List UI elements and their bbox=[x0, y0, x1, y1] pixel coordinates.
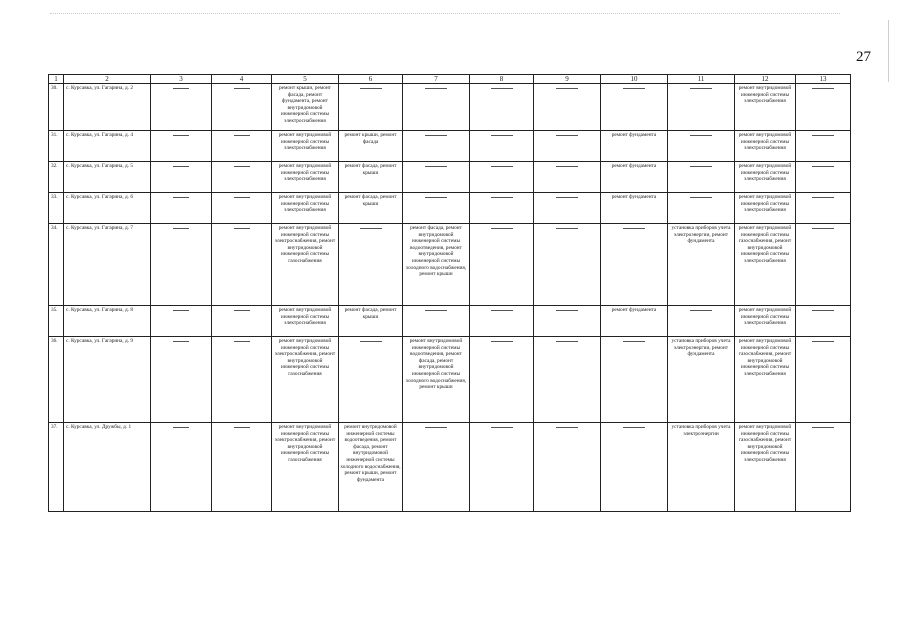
table-row bbox=[49, 162, 851, 193]
column-header: 6 bbox=[339, 75, 403, 84]
dash-mark bbox=[556, 88, 578, 89]
dash-mark bbox=[690, 88, 712, 89]
dash-mark bbox=[234, 310, 250, 311]
dash-mark bbox=[812, 427, 834, 428]
dash-mark bbox=[173, 135, 189, 136]
empty-cell bbox=[534, 224, 601, 306]
table-row bbox=[49, 337, 851, 423]
dash-mark bbox=[690, 166, 712, 167]
column-header: 2 bbox=[64, 75, 151, 84]
dash-mark bbox=[556, 228, 578, 229]
dash-mark bbox=[234, 135, 250, 136]
dash-mark bbox=[491, 228, 513, 229]
empty-cell bbox=[403, 306, 470, 337]
table-row bbox=[49, 306, 851, 337]
repair-works-cell: ремонт внутридомовой инженерной системы электроснабжения bbox=[272, 193, 339, 224]
repair-works-cell: установка приборов учета электроэнергии, ремонт фундамента bbox=[668, 337, 735, 423]
page-number: 27 bbox=[856, 49, 871, 65]
dash-mark bbox=[234, 228, 250, 229]
dash-mark bbox=[425, 135, 447, 136]
repair-works-cell: ремонт фундамента bbox=[601, 131, 668, 162]
empty-cell bbox=[212, 131, 272, 162]
dash-mark bbox=[360, 228, 382, 229]
repair-works-cell: ремонт внутридомовой инженерной системы электроснабжения, ремонт внутридомовой инженерной системы газоснабжения bbox=[272, 423, 339, 512]
building-address: с. Курсавка, ул. Гагарина, д. 8 bbox=[64, 306, 151, 337]
dash-mark bbox=[556, 166, 578, 167]
repair-works-cell: ремонт фундамента bbox=[601, 162, 668, 193]
empty-cell bbox=[534, 162, 601, 193]
column-header: 4 bbox=[212, 75, 272, 84]
empty-cell bbox=[212, 84, 272, 131]
column-header: 8 bbox=[470, 75, 534, 84]
empty-cell bbox=[534, 193, 601, 224]
empty-cell bbox=[601, 337, 668, 423]
dash-mark bbox=[556, 310, 578, 311]
repair-works-cell: ремонт фундамента bbox=[601, 193, 668, 224]
empty-cell bbox=[151, 131, 212, 162]
repair-works-cell: ремонт внутридомовой инженерной системы газоснабжения, ремонт внутридомовой инженерной системы электроснабжения bbox=[735, 423, 796, 512]
empty-cell bbox=[796, 162, 851, 193]
repair-works-cell: ремонт фасада, ремонт крыши bbox=[339, 162, 403, 193]
column-header: 9 bbox=[534, 75, 601, 84]
repair-works-cell: установка приборов учета электроэнергии, ремонт фундамента bbox=[668, 224, 735, 306]
empty-cell bbox=[534, 131, 601, 162]
empty-cell bbox=[668, 131, 735, 162]
dash-mark bbox=[690, 310, 712, 311]
repair-works-cell: ремонт фасада, ремонт крыши bbox=[339, 306, 403, 337]
empty-cell bbox=[403, 423, 470, 512]
dash-mark bbox=[173, 166, 189, 167]
empty-cell bbox=[339, 224, 403, 306]
column-header: 10 bbox=[601, 75, 668, 84]
table-row bbox=[49, 193, 851, 224]
dash-mark bbox=[173, 427, 189, 428]
dash-mark bbox=[812, 135, 834, 136]
row-number: 30. bbox=[49, 84, 64, 131]
empty-cell bbox=[601, 84, 668, 131]
repair-works-cell: установка приборов учета электроэнергии bbox=[668, 423, 735, 512]
building-address: с. Курсавка, ул. Гагарина, д. 2 bbox=[64, 84, 151, 131]
table-body bbox=[49, 84, 851, 512]
row-number: 36. bbox=[49, 337, 64, 423]
dash-mark bbox=[491, 197, 513, 198]
column-number-row bbox=[49, 75, 851, 84]
empty-cell bbox=[403, 162, 470, 193]
row-number: 31. bbox=[49, 131, 64, 162]
dash-mark bbox=[623, 228, 645, 229]
dash-mark bbox=[173, 341, 189, 342]
empty-cell bbox=[668, 84, 735, 131]
building-address: с. Курсавка, ул. Гагарина, д. 7 bbox=[64, 224, 151, 306]
empty-cell bbox=[601, 423, 668, 512]
repair-works-cell: ремонт внутридомовой инженерной системы электроснабжения bbox=[735, 306, 796, 337]
column-header: 12 bbox=[735, 75, 796, 84]
empty-cell bbox=[212, 423, 272, 512]
row-number: 35. bbox=[49, 306, 64, 337]
repair-works-cell: ремонт фасада, ремонт внутридомовой инженерной системы водоотведения, ремонт внутридомовой инженерной системы холодного водоснабжения, ремонт крыши bbox=[403, 224, 470, 306]
empty-cell bbox=[212, 193, 272, 224]
dash-mark bbox=[234, 341, 250, 342]
empty-cell bbox=[339, 84, 403, 131]
empty-cell bbox=[796, 224, 851, 306]
dash-mark bbox=[690, 197, 712, 198]
dash-mark bbox=[491, 135, 513, 136]
empty-cell bbox=[534, 306, 601, 337]
dash-mark bbox=[491, 427, 513, 428]
dash-mark bbox=[623, 427, 645, 428]
empty-cell bbox=[151, 224, 212, 306]
empty-cell bbox=[470, 306, 534, 337]
dash-mark bbox=[812, 197, 834, 198]
building-address: с. Курсавка, ул. Гагарина, д. 6 bbox=[64, 193, 151, 224]
row-number: 34. bbox=[49, 224, 64, 306]
repair-works-cell: ремонт внутридомовой инженерной системы электроснабжения bbox=[272, 131, 339, 162]
dash-mark bbox=[812, 88, 834, 89]
empty-cell bbox=[470, 193, 534, 224]
empty-cell bbox=[403, 84, 470, 131]
scan-header-noise bbox=[50, 13, 840, 20]
empty-cell bbox=[470, 84, 534, 131]
repair-works-cell: ремонт внутридомовой инженерной системы электроснабжения bbox=[735, 193, 796, 224]
dash-mark bbox=[425, 310, 447, 311]
dash-mark bbox=[234, 88, 250, 89]
empty-cell bbox=[534, 423, 601, 512]
empty-cell bbox=[470, 131, 534, 162]
table-row bbox=[49, 84, 851, 131]
empty-cell bbox=[534, 84, 601, 131]
dash-mark bbox=[556, 135, 578, 136]
empty-cell bbox=[470, 224, 534, 306]
dash-mark bbox=[234, 197, 250, 198]
repair-works-cell: ремонт фундамента bbox=[601, 306, 668, 337]
repair-works-cell: ремонт внутридомовой инженерной системы электроснабжения bbox=[735, 84, 796, 131]
empty-cell bbox=[151, 337, 212, 423]
dash-mark bbox=[491, 88, 513, 89]
column-header: 1 bbox=[49, 75, 64, 84]
empty-cell bbox=[796, 337, 851, 423]
dash-mark bbox=[360, 88, 382, 89]
table-row bbox=[49, 224, 851, 306]
empty-cell bbox=[151, 193, 212, 224]
empty-cell bbox=[403, 193, 470, 224]
table-row bbox=[49, 423, 851, 512]
repair-works-cell: ремонт внутридомовой инженерной системы электроснабжения bbox=[735, 162, 796, 193]
building-address: с. Курсавка, ул. Гагарина, д. 4 bbox=[64, 131, 151, 162]
dash-mark bbox=[425, 166, 447, 167]
empty-cell bbox=[534, 337, 601, 423]
repair-works-cell: ремонт внутридомовой инженерной системы газоснабжения, ремонт внутридомовой инженерной системы электроснабжения bbox=[735, 337, 796, 423]
empty-cell bbox=[668, 306, 735, 337]
dash-mark bbox=[690, 135, 712, 136]
empty-cell bbox=[151, 84, 212, 131]
empty-cell bbox=[470, 337, 534, 423]
dash-mark bbox=[812, 228, 834, 229]
dash-mark bbox=[234, 427, 250, 428]
empty-cell bbox=[470, 423, 534, 512]
repair-works-cell: ремонт крыши, ремонт фасада bbox=[339, 131, 403, 162]
dash-mark bbox=[556, 341, 578, 342]
column-header: 13 bbox=[796, 75, 851, 84]
empty-cell bbox=[668, 162, 735, 193]
dash-mark bbox=[173, 228, 189, 229]
row-number: 32. bbox=[49, 162, 64, 193]
dash-mark bbox=[623, 88, 645, 89]
column-header: 7 bbox=[403, 75, 470, 84]
empty-cell bbox=[796, 193, 851, 224]
empty-cell bbox=[796, 306, 851, 337]
dash-mark bbox=[491, 166, 513, 167]
empty-cell bbox=[212, 162, 272, 193]
empty-cell bbox=[796, 423, 851, 512]
empty-cell bbox=[339, 337, 403, 423]
repair-works-cell: ремонт крыши, ремонт фасада, ремонт фундамента, ремонт внутридомовой инженерной системы электроснабжения bbox=[272, 84, 339, 131]
repair-works-cell: ремонт внутридомовой инженерной системы электроснабжения bbox=[272, 306, 339, 337]
row-number: 33. bbox=[49, 193, 64, 224]
building-address: с. Курсавка, ул. Гагарина, д. 9 bbox=[64, 337, 151, 423]
empty-cell bbox=[151, 423, 212, 512]
empty-cell bbox=[403, 131, 470, 162]
scan-edge-mark bbox=[888, 20, 889, 82]
repair-works-cell: ремонт внутридомовой инженерной системы водоотведения, ремонт фасада, ремонт внутридомовой инженерной системы холодного водоснабжения, ремонт крыши bbox=[403, 337, 470, 423]
dash-mark bbox=[812, 341, 834, 342]
dash-mark bbox=[812, 166, 834, 167]
repair-works-cell: ремонт внутридомовой инженерной системы электроснабжения, ремонт внутридомовой инженерной системы газоснабжения bbox=[272, 224, 339, 306]
building-address: с. Курсавка, ул. Гагарина, д. 5 bbox=[64, 162, 151, 193]
dash-mark bbox=[425, 197, 447, 198]
building-address: с. Курсавка, ул. Дружбы, д. 1 bbox=[64, 423, 151, 512]
dash-mark bbox=[425, 427, 447, 428]
column-header: 3 bbox=[151, 75, 212, 84]
dash-mark bbox=[425, 88, 447, 89]
repair-works-cell: ремонт внутридомовой инженерной системы газоснабжения, ремонт внутридомовой инженерной системы электроснабжения bbox=[735, 224, 796, 306]
repair-schedule-table bbox=[48, 74, 851, 512]
dash-mark bbox=[556, 197, 578, 198]
repair-works-cell: ремонт фасада, ремонт крыши bbox=[339, 193, 403, 224]
empty-cell bbox=[470, 162, 534, 193]
dash-mark bbox=[812, 310, 834, 311]
empty-cell bbox=[601, 224, 668, 306]
repair-works-cell: ремонт внутридомовой инженерной системы водоотведения, ремонт фасада, ремонт внутридомовой инженерной системы холодного водоснабжения, ремонт крыши, ремонт фундамента bbox=[339, 423, 403, 512]
dash-mark bbox=[173, 197, 189, 198]
dash-mark bbox=[623, 341, 645, 342]
empty-cell bbox=[151, 162, 212, 193]
dash-mark bbox=[360, 341, 382, 342]
dash-mark bbox=[173, 310, 189, 311]
dash-mark bbox=[491, 310, 513, 311]
empty-cell bbox=[151, 306, 212, 337]
row-number: 37. bbox=[49, 423, 64, 512]
empty-cell bbox=[212, 306, 272, 337]
table-row bbox=[49, 131, 851, 162]
column-header: 5 bbox=[272, 75, 339, 84]
repair-works-cell: ремонт внутридомовой инженерной системы электроснабжения bbox=[272, 162, 339, 193]
repair-works-cell: ремонт внутридомовой инженерной системы электроснабжения bbox=[735, 131, 796, 162]
dash-mark bbox=[234, 166, 250, 167]
empty-cell bbox=[668, 193, 735, 224]
empty-cell bbox=[212, 224, 272, 306]
empty-cell bbox=[796, 84, 851, 131]
empty-cell bbox=[796, 131, 851, 162]
dash-mark bbox=[556, 427, 578, 428]
column-header: 11 bbox=[668, 75, 735, 84]
dash-mark bbox=[173, 88, 189, 89]
dash-mark bbox=[491, 341, 513, 342]
empty-cell bbox=[212, 337, 272, 423]
repair-works-cell: ремонт внутридомовой инженерной системы электроснабжения, ремонт внутридомовой инженерной системы газоснабжения bbox=[272, 337, 339, 423]
